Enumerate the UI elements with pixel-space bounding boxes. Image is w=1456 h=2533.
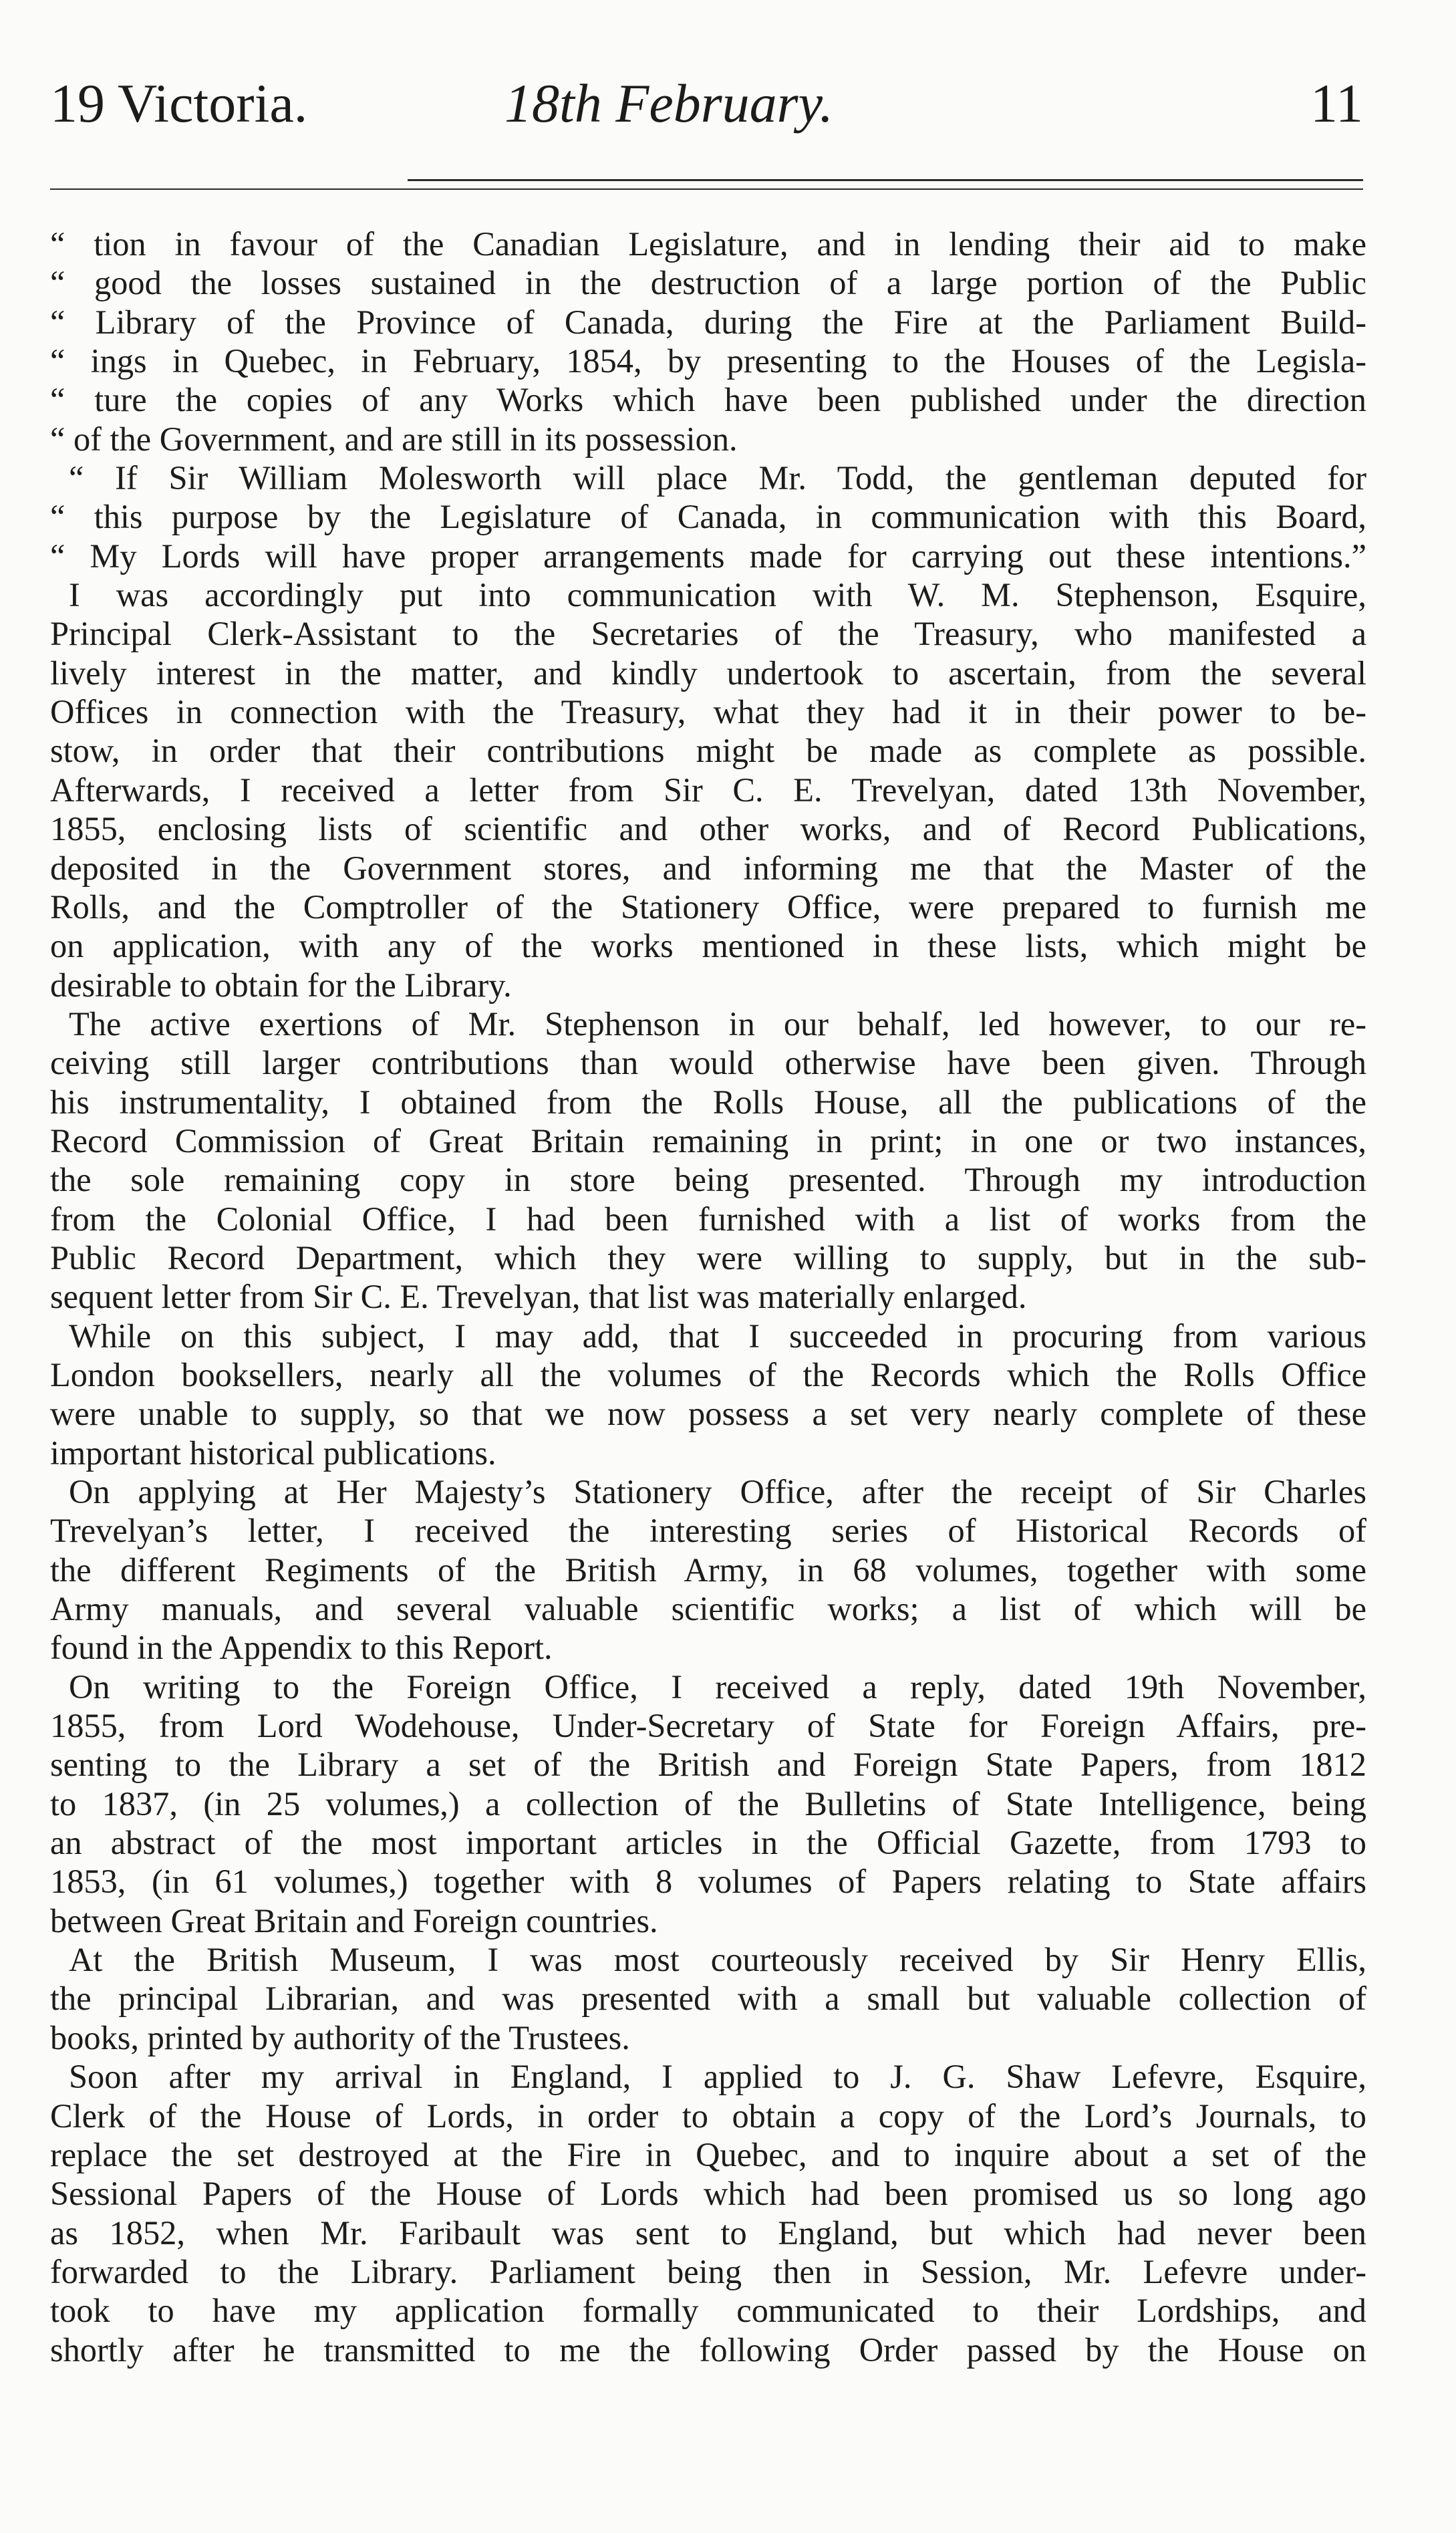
header-date: 18th February. — [504, 73, 833, 134]
header-rule-bottom — [50, 188, 1363, 190]
text-line: an abstract of the most important articles in the Official Gazette, from 1793 to — [50, 1824, 1366, 1862]
text-line: At the British Museum, I was most courteously received by Sir Henry Ellis, — [69, 1941, 1366, 1979]
text-line: his instrumentality, I obtained from the Rolls House, all the publications of the — [50, 1083, 1366, 1121]
text-line: “ Library of the Province of Canada, during the Fire at the Parliament Build- — [50, 303, 1366, 341]
page-number: 11 — [1310, 73, 1363, 134]
text-line: Record Commission of Great Britain remaining in print; in one or two instances, — [50, 1121, 1366, 1160]
text-line: London booksellers, nearly all the volumes of the Records which the Rolls Office — [50, 1355, 1366, 1393]
text-line: “ this purpose by the Legislature of Canada, in communication with this Board, — [50, 498, 1366, 536]
body-text — [50, 225, 1366, 2369]
text-line: 1855, enclosing lists of scientific and other works, and of Record Publications, — [50, 810, 1366, 848]
text-line: took to have my application formally communicated to their Lordships, and — [50, 2292, 1366, 2330]
header-rule-top — [408, 179, 1363, 181]
text-line: “ If Sir William Molesworth will place Mr. Todd, the gentleman deputed for — [69, 459, 1366, 497]
text-line: Soon after my arrival in England, I applied to J. G. Shaw Lefevre, Esquire, — [69, 2058, 1366, 2096]
text-line: While on this subject, I may add, that I succeeded in procuring from various — [69, 1317, 1366, 1355]
text-line: Trevelyan’s letter, I received the interesting series of Historical Records of — [50, 1512, 1366, 1550]
text-line: stow, in order that their contributions might be made as complete as possible. — [50, 732, 1366, 770]
text-line: “ ings in Quebec, in February, 1854, by presenting to the Houses of the Legisla- — [50, 342, 1366, 380]
text-line: Clerk of the House of Lords, in order to obtain a copy of the Lord’s Journals, to — [50, 2097, 1366, 2135]
text-line: shortly after he transmitted to me the following Order passed by the House on — [50, 2330, 1366, 2369]
text-line: the sole remaining copy in store being presented. Through my introduction — [50, 1161, 1366, 1199]
text-line: important historical publications. — [50, 1434, 496, 1472]
text-line: I was accordingly put into communication with W. M. Stephenson, Esquire, — [69, 576, 1366, 614]
text-line: The active exertions of Mr. Stephenson in our behalf, led however, to our re- — [69, 1005, 1366, 1043]
text-line: Principal Clerk-Assistant to the Secretaries of the Treasury, who manifested a — [50, 615, 1366, 653]
text-line: between Great Britain and Foreign countries. — [50, 1901, 658, 1940]
text-line: ceiving still larger contributions than would otherwise have been given. Through — [50, 1044, 1366, 1082]
text-line: On applying at Her Majesty’s Stationery Office, after the receipt of Sir Charles — [69, 1473, 1366, 1510]
text-line: found in the Appendix to this Report. — [50, 1629, 553, 1667]
text-line: Army manuals, and several valuable scientific works; a list of which will be — [50, 1590, 1366, 1628]
text-line: senting to the Library a set of the British and Foreign State Papers, from 1812 — [50, 1746, 1366, 1784]
text-line: the different Regiments of the British Army, in 68 volumes, together with some — [50, 1551, 1366, 1589]
text-line: from the Colonial Office, I had been furnished with a list of works from the — [50, 1200, 1366, 1238]
text-line: Afterwards, I received a letter from Sir C. E. Trevelyan, dated 13th November, — [50, 771, 1366, 809]
text-line: On writing to the Foreign Office, I received a reply, dated 19th November, — [69, 1668, 1366, 1706]
running-header — [50, 67, 1366, 140]
text-line: on application, with any of the works mentioned in these lists, which might be — [50, 927, 1366, 965]
text-line: 1853, (in 61 volumes,) together with 8 volumes of Papers relating to State affairs — [50, 1863, 1366, 1901]
text-line: forwarded to the Library. Parliament being then in Session, Mr. Lefevre under- — [50, 2252, 1366, 2290]
text-line: Offices in connection with the Treasury, what they had it in their power to be- — [50, 693, 1366, 731]
text-line: replace the set destroyed at the Fire in Quebec, and to inquire about a set of the — [50, 2135, 1366, 2173]
text-line: “ good the losses sustained in the destruction of a large portion of the Public — [50, 264, 1366, 302]
text-line: Sessional Papers of the House of Lords which had been promised us so long ago — [50, 2175, 1366, 2213]
text-line: lively interest in the matter, and kindly undertook to ascertain, from the several — [50, 654, 1366, 692]
text-line: books, printed by authority of the Trustees. — [50, 2018, 630, 2056]
text-line: “ tion in favour of the Canadian Legislature, and in lending their aid to make — [50, 225, 1366, 263]
text-line: “ My Lords will have proper arrangements made for carrying out these intentions.” — [50, 537, 1366, 575]
text-line: “ of the Government, and are still in its possession. — [50, 420, 738, 458]
text-line: deposited in the Government stores, and informing me that the Master of the — [50, 849, 1366, 887]
text-line: as 1852, when Mr. Faribault was sent to England, but which had never been — [50, 2214, 1366, 2252]
text-line: sequent letter from Sir C. E. Trevelyan, that list was materially enlarged. — [50, 1278, 1027, 1316]
text-line: were unable to supply, so that we now possess a set very nearly complete of these — [50, 1395, 1366, 1433]
text-line: desirable to obtain for the Library. — [50, 966, 512, 1004]
text-line: Public Record Department, which they were willing to supply, but in the sub- — [50, 1238, 1366, 1277]
text-line: to 1837, (in 25 volumes,) a collection of the Bulletins of State Intelligence, being — [50, 1784, 1366, 1823]
text-line: 1855, from Lord Wodehouse, Under-Secretary of State for Foreign Affairs, pre- — [50, 1707, 1366, 1745]
header-regnal-year: 19 Victoria. — [50, 73, 308, 134]
text-line: “ ture the copies of any Works which have been published under the direction — [50, 381, 1366, 419]
text-line: Rolls, and the Comptroller of the Stationery Office, were prepared to furnish me — [50, 888, 1366, 926]
text-line: the principal Librarian, and was presented with a small but valuable collection of — [50, 1980, 1366, 2018]
